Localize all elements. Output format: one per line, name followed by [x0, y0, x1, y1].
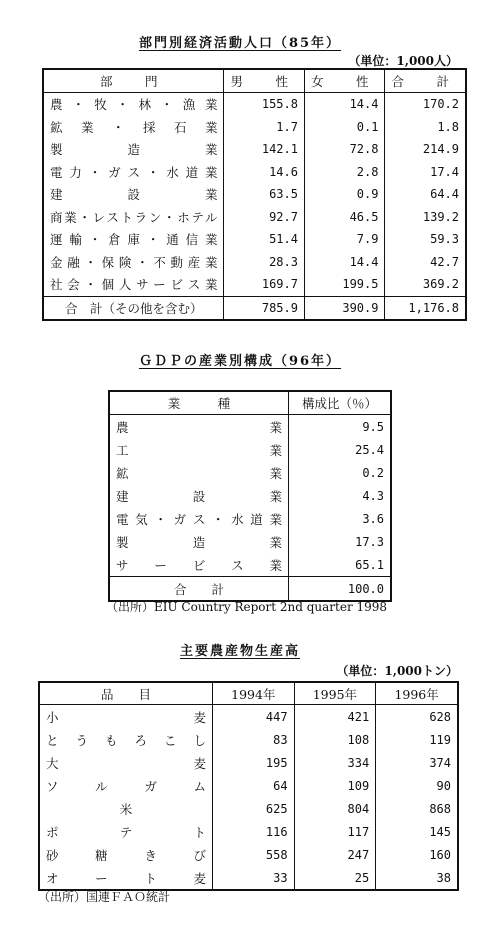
- value-1996: 628: [376, 705, 458, 729]
- value-1995: 108: [294, 728, 376, 751]
- gdp-table: [108, 390, 392, 602]
- table-header-row: [43, 69, 466, 93]
- section2-source: （出所）EIU Country Report 2nd quarter 1998: [106, 600, 388, 614]
- value-1994: 33: [213, 866, 295, 890]
- value-1996: 145: [376, 820, 458, 843]
- share-value: 9.5: [289, 415, 392, 439]
- sector-label: 金融・保険・不動産業: [50, 254, 218, 270]
- table-row: [43, 273, 466, 296]
- col-header: 女 性: [304, 69, 385, 93]
- col-header: 1995年: [294, 682, 376, 705]
- value-1995: 117: [294, 820, 376, 843]
- crop-label: 米: [119, 801, 133, 817]
- total-value: 42.7: [385, 251, 466, 274]
- table-header-row: [109, 391, 391, 415]
- female-value: 14.4: [304, 93, 385, 116]
- table-row: [43, 93, 466, 116]
- male-value: 155.8: [224, 93, 305, 116]
- total-value: 17.4: [385, 161, 466, 184]
- col-header: 部 門: [43, 69, 224, 93]
- industry-label: 農業: [116, 419, 282, 435]
- sector-label: 建設業: [50, 187, 218, 203]
- female-value: 72.8: [304, 138, 385, 161]
- table-row: [39, 705, 458, 729]
- col-header: 1996年: [376, 682, 458, 705]
- industry-label: 建設業: [116, 488, 282, 504]
- table-row: [109, 461, 391, 484]
- crop-label: ソルガム: [46, 778, 206, 794]
- total-value: 1.8: [385, 116, 466, 139]
- section1-unit: （単位：1,000人）: [348, 54, 458, 68]
- table-row: [43, 206, 466, 229]
- share-value: 4.3: [289, 484, 392, 507]
- section3-source: （出所）国連ＦＡＯ統計: [38, 890, 171, 904]
- value-1995: 421: [294, 705, 376, 729]
- sector-label: 運輸・倉庫・通信業: [50, 232, 218, 248]
- table-row: [109, 438, 391, 461]
- share-value: 0.2: [289, 461, 392, 484]
- value-1994: 116: [213, 820, 295, 843]
- value-1994: 558: [213, 843, 295, 866]
- value-1996: 90: [376, 774, 458, 797]
- value-1994: 83: [213, 728, 295, 751]
- value-1994: 447: [213, 705, 295, 729]
- table-row: [43, 296, 466, 320]
- value-1996: 374: [376, 751, 458, 774]
- table-row: [43, 138, 466, 161]
- col-header: 構成比（％）: [289, 391, 392, 415]
- sector-label: 農・牧・林・漁業: [50, 97, 218, 113]
- table-row: [109, 484, 391, 507]
- total-value: 64.4: [385, 183, 466, 206]
- sector-label: 鉱業・採石業: [50, 119, 218, 135]
- industry-label: 電気・ガス・水道業: [116, 511, 282, 527]
- female-value: 390.9: [304, 296, 385, 320]
- male-value: 169.7: [224, 273, 305, 296]
- col-header: 品 目: [39, 682, 213, 705]
- table-row: [39, 797, 458, 820]
- value-1996: 38: [376, 866, 458, 890]
- value-1995: 334: [294, 751, 376, 774]
- section2-title: ＧＤＰの産業別構成（96年）: [138, 354, 342, 369]
- table-row: [39, 774, 458, 797]
- industry-label: サービス業: [116, 557, 282, 573]
- crop-label: とうもろこし: [46, 732, 206, 748]
- table-row: [39, 751, 458, 774]
- share-value: 100.0: [289, 577, 392, 602]
- male-value: 63.5: [224, 183, 305, 206]
- table-row: [43, 116, 466, 139]
- table-row: [43, 251, 466, 274]
- table-row: [109, 530, 391, 553]
- share-value: 25.4: [289, 438, 392, 461]
- section1-title: 部門別経済活動人口（85年）: [138, 36, 342, 51]
- industry-label: 製造業: [116, 534, 282, 550]
- value-1995: 25: [294, 866, 376, 890]
- share-value: 65.1: [289, 553, 392, 577]
- male-value: 1.7: [224, 116, 305, 139]
- table-row: [109, 507, 391, 530]
- sector-label: 社会・個人サービス業: [50, 277, 218, 293]
- value-1996: 119: [376, 728, 458, 751]
- table-row: [43, 183, 466, 206]
- male-value: 14.6: [224, 161, 305, 184]
- industry-label: 鉱業: [116, 465, 282, 481]
- sector-label: 電力・ガス・水道業: [50, 164, 218, 180]
- female-value: 2.8: [304, 161, 385, 184]
- crop-label: 大麦: [46, 755, 206, 771]
- industry-label: 工業: [116, 442, 282, 458]
- value-1995: 247: [294, 843, 376, 866]
- female-value: 199.5: [304, 273, 385, 296]
- crop-production-table: [38, 681, 459, 891]
- col-header: 1994年: [213, 682, 295, 705]
- female-value: 7.9: [304, 228, 385, 251]
- total-value: 214.9: [385, 138, 466, 161]
- sector-label: 製造業: [50, 142, 218, 158]
- col-header: 男 性: [224, 69, 305, 93]
- table-row: [39, 866, 458, 890]
- crop-label: 小麦: [46, 709, 206, 725]
- value-1995: 804: [294, 797, 376, 820]
- male-value: 142.1: [224, 138, 305, 161]
- male-value: 51.4: [224, 228, 305, 251]
- value-1996: 868: [376, 797, 458, 820]
- female-value: 0.1: [304, 116, 385, 139]
- total-value: 59.3: [385, 228, 466, 251]
- total-label: 合 計（その他を含む）: [43, 296, 224, 320]
- female-value: 0.9: [304, 183, 385, 206]
- male-value: 785.9: [224, 296, 305, 320]
- female-value: 14.4: [304, 251, 385, 274]
- share-value: 3.6: [289, 507, 392, 530]
- value-1994: 195: [213, 751, 295, 774]
- col-header: 業 種: [109, 391, 289, 415]
- col-header: 合 計: [385, 69, 466, 93]
- section3-title: 主要農産物生産高: [179, 644, 300, 659]
- table-row: [43, 228, 466, 251]
- table-row: [39, 728, 458, 751]
- value-1994: 625: [213, 797, 295, 820]
- total-value: 369.2: [385, 273, 466, 296]
- table-header-row: [39, 682, 458, 705]
- crop-label: ポテト: [46, 824, 206, 840]
- table-row: [109, 415, 391, 439]
- male-value: 92.7: [224, 206, 305, 229]
- table-row: [39, 820, 458, 843]
- female-value: 46.5: [304, 206, 385, 229]
- total-value: 139.2: [385, 206, 466, 229]
- male-value: 28.3: [224, 251, 305, 274]
- table-row: [43, 161, 466, 184]
- value-1995: 109: [294, 774, 376, 797]
- value-1996: 160: [376, 843, 458, 866]
- table-row: [109, 553, 391, 577]
- section3-unit: （単位：1,000トン）: [336, 664, 458, 678]
- total-label: 合 計: [109, 577, 289, 602]
- crop-label: 砂糖きび: [46, 847, 206, 863]
- crop-label: オート麦: [46, 870, 206, 886]
- total-value: 1,176.8: [385, 296, 466, 320]
- employment-table: [42, 68, 467, 321]
- total-value: 170.2: [385, 93, 466, 116]
- table-row: [39, 843, 458, 866]
- share-value: 17.3: [289, 530, 392, 553]
- sector-label: 商業・レストラン・ホテル: [50, 209, 218, 225]
- value-1994: 64: [213, 774, 295, 797]
